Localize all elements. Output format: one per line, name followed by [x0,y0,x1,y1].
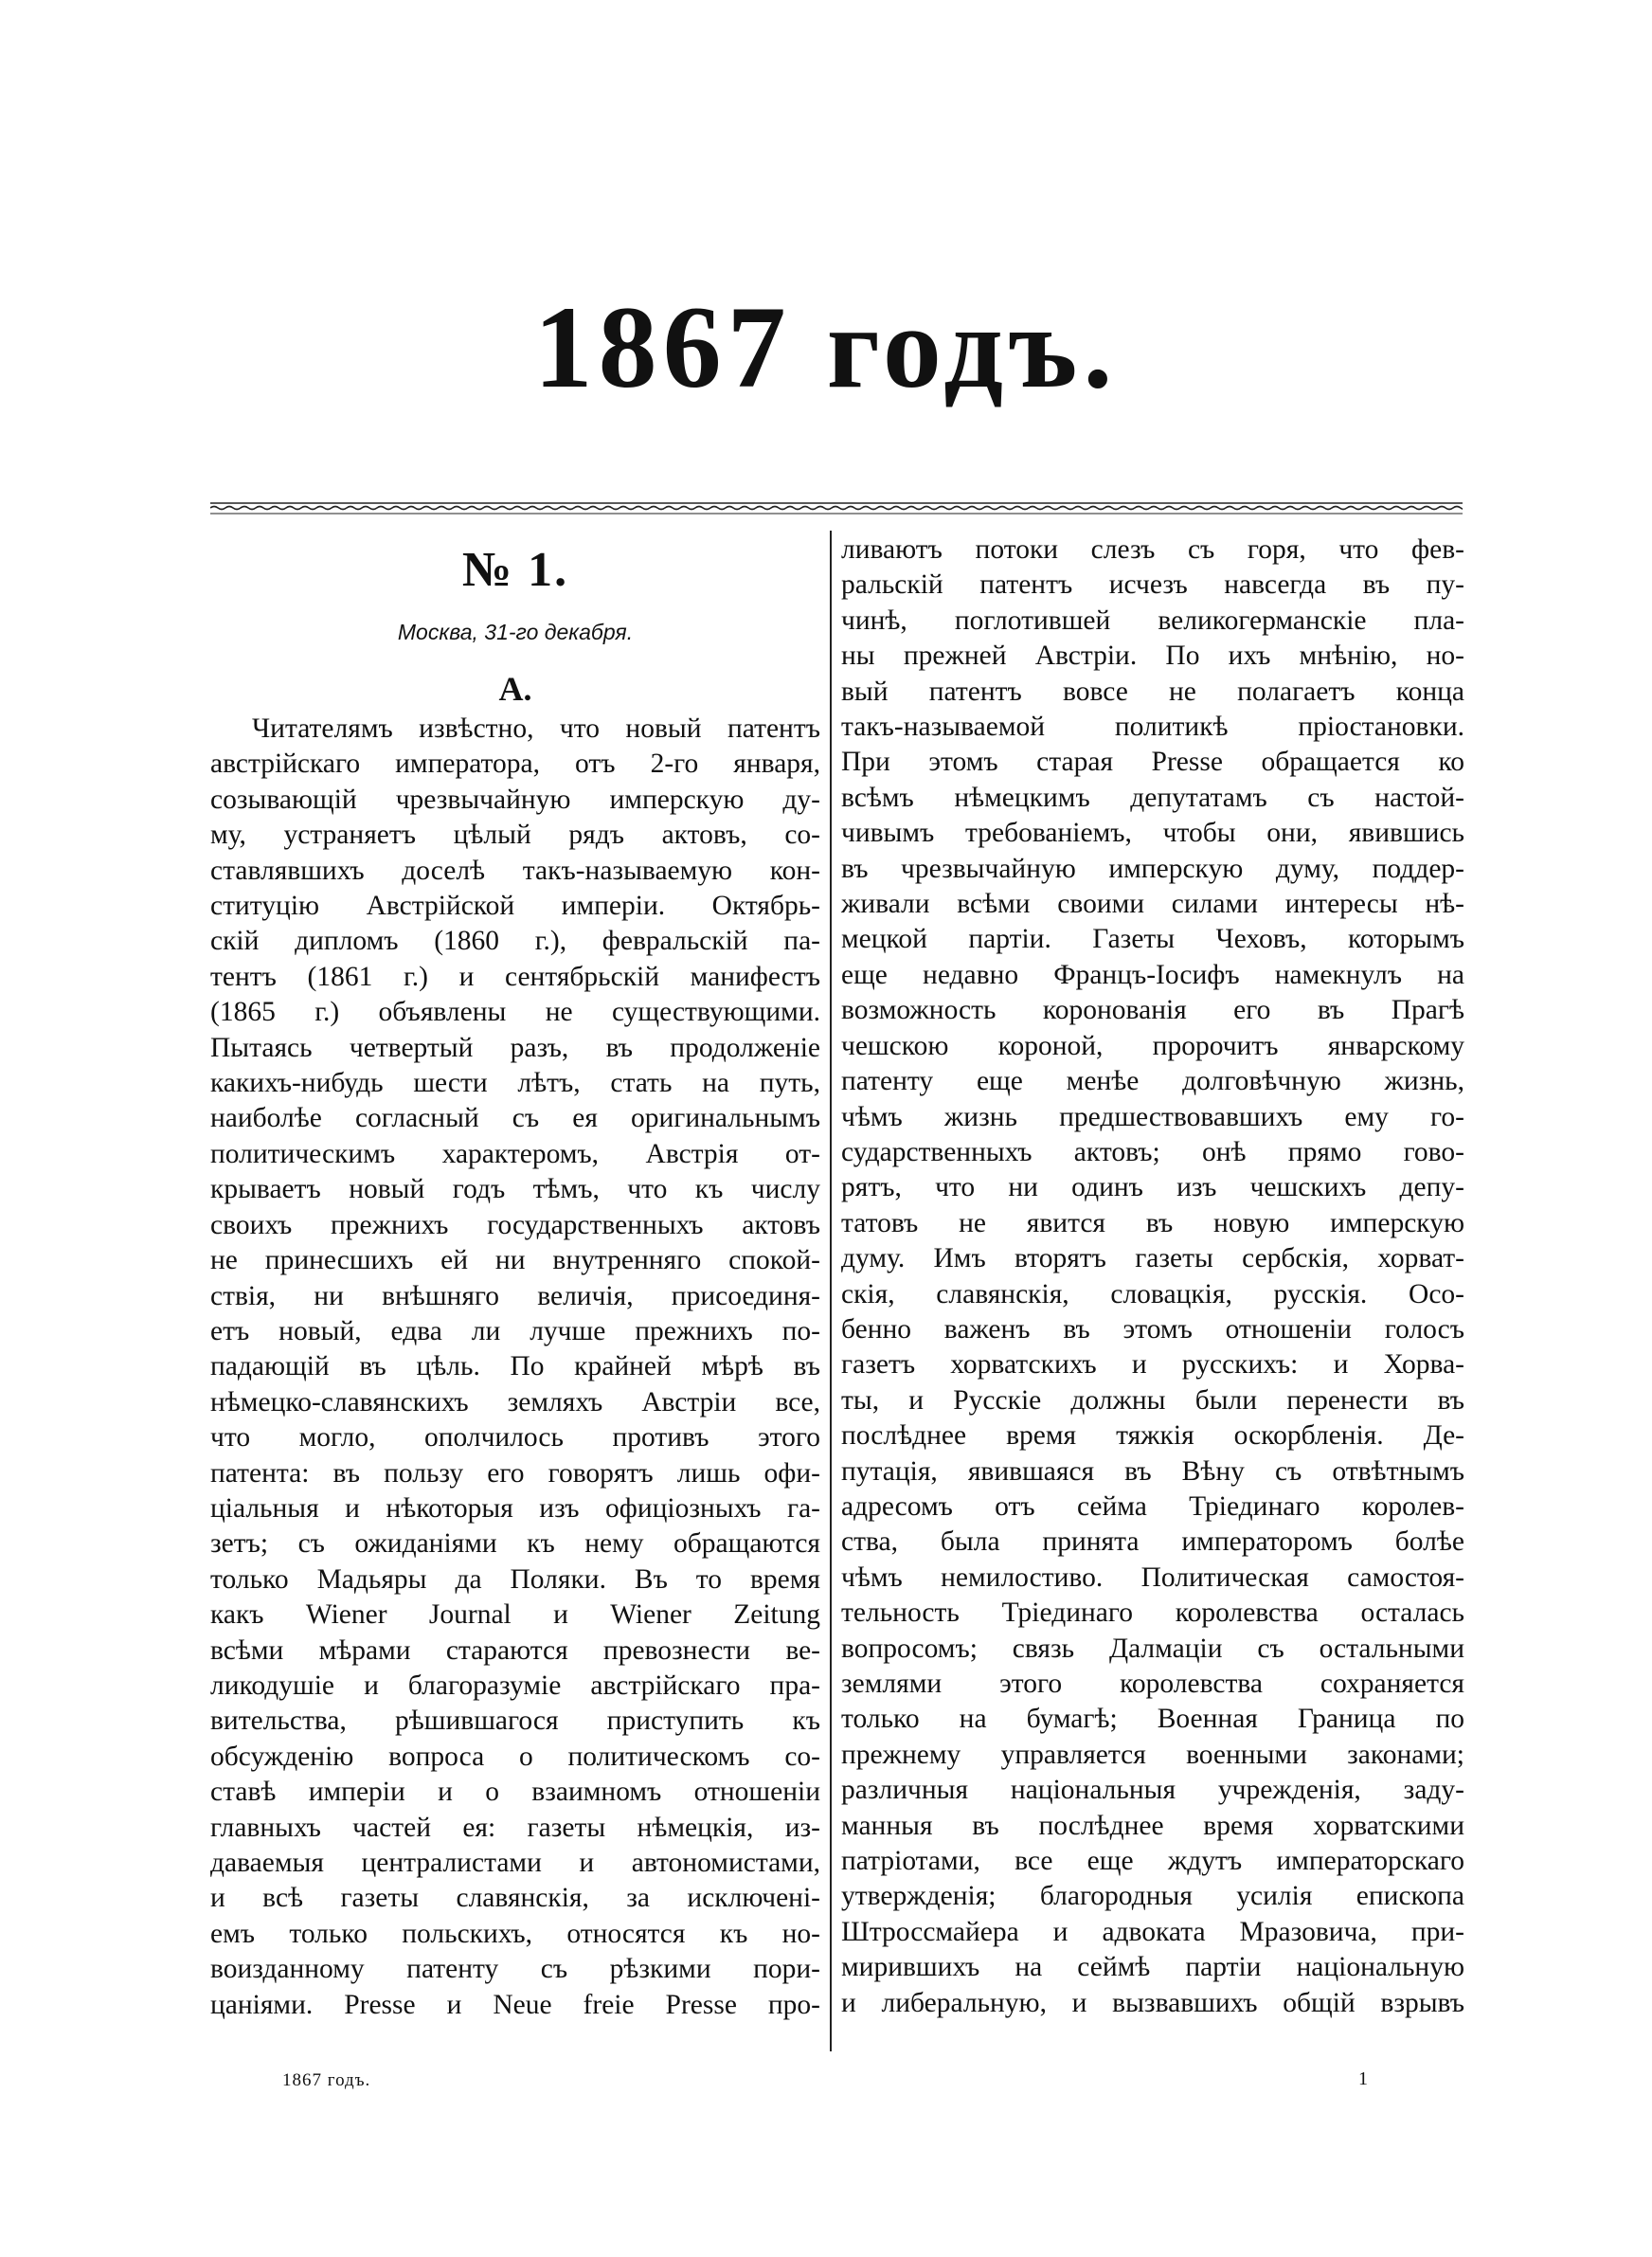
text-line: цаніями. Presse и Neue freie Presse про- [210,1989,820,2020]
text-line: етъ новый, едва ли лучше прежнихъ по- [210,1315,820,1346]
text-line: чѣмъ немилостиво. Политическая самостоя- [841,1562,1464,1593]
text-line: манныя въ послѣднее время хорватскими [841,1810,1464,1841]
text-line: чивымъ требованіемъ, чтобы они, явившись [841,818,1464,849]
section-letter: A. [498,670,532,708]
text-line: обсужденію вопроса о политическомъ со- [210,1741,820,1772]
text-line: адресомъ отъ сейма Тріединаго королев- [841,1490,1464,1522]
page-number: 1 [1358,2068,1368,2089]
text-line: наиболѣе согласный съ ея оригинальнымъ [210,1103,820,1134]
text-line: тельность Тріединаго королевства осталась [841,1598,1464,1629]
text-line: и всѣ газеты славянскія, за исключені- [210,1883,820,1914]
dateline: Москва, 31-го декабря. [397,620,634,644]
text-line: своихъ прежнихъ государственныхъ актовъ [210,1209,820,1240]
text-line: тентъ (1861 г.) и сентябрьскій манифестъ [210,961,820,992]
text-line: что могло, ополчилось противъ этого [210,1422,820,1454]
text-line: татовъ не явится въ новую имперскую [841,1207,1464,1238]
text-line: ликодушіе и благоразуміе австрійскаго пра- [210,1670,820,1701]
text-line: всѣмъ нѣмецкимъ депутатамъ съ настой- [841,782,1464,813]
text-line: въ чрезвычайную имперскую думу, поддер- [841,853,1464,884]
text-line: му, устраняетъ цѣлый рядъ актовъ, со- [210,820,820,851]
text-line: чешскою короной, пророчитъ январскому [841,1030,1464,1061]
text-line: сударственныхъ актовъ; онѣ прямо гово- [841,1136,1464,1167]
text-line: Штроссмайера и адвоката Мразовича, при- [841,1916,1464,1947]
text-line: патента: въ пользу его говорятъ лишь офи- [210,1457,820,1489]
column-divider [830,531,832,2051]
text-line: газетъ хорватскихъ и русскихъ: и Хорва- [841,1349,1464,1381]
text-line: (1865 г.) объявлены не существующими. [210,997,820,1028]
text-line: падающій въ цѣль. По крайней мѣрѣ въ [210,1351,820,1382]
text-line: путація, явившаяся въ Вѣну съ отвѣтнымъ [841,1455,1464,1487]
text-line: ства, была принята императоромъ болѣе [841,1526,1464,1558]
text-line: рятъ, что ни одинъ изъ чешскихъ депу- [841,1172,1464,1203]
text-line: главныхъ частей ея: газеты нѣмецкія, из- [210,1812,820,1843]
right-column-text [841,533,1464,2021]
text-line: ральскій патентъ исчезъ навсегда въ пу- [841,569,1464,601]
text-line: австрійскаго императора, отъ 2-го января, [210,749,820,780]
text-line: живали всѣми своими силами интересы нѣ- [841,889,1464,920]
text-line: вый патентъ вовсе не полагаетъ конца [841,676,1464,707]
text-line: думу. Имъ вторятъ газеты сербскія, хорват- [841,1243,1464,1274]
text-line: ставѣ имперіи и о взаимномъ отношеніи [210,1777,820,1808]
text-line: землями этого королевства сохраняется [841,1669,1464,1699]
text-line: ціальныя и нѣкоторыя изъ офиціозныхъ га- [210,1492,820,1524]
text-line: только Мадьяры да Поляки. Въ то время [210,1563,820,1595]
text-line: еще недавно Францъ-Іосифъ намекнулъ на [841,959,1464,990]
text-line: вопросомъ; связь Далмаціи съ остальными [841,1633,1464,1664]
text-line: ставлявшихъ доселѣ такъ-называемую кон- [210,855,820,886]
text-line: бенно важенъ въ этомъ отношеніи голосъ [841,1313,1464,1345]
text-line: мирившихъ на сеймѣ партіи національную [841,1952,1464,1983]
text-line: не принесшихъ ей ни внутренняго спокой- [210,1245,820,1276]
text-line: зетъ; съ ожиданіями къ нему обращаются [210,1528,820,1560]
text-line: патенту еще менѣе долговѣчную жизнь, [841,1066,1464,1097]
text-line: только на бумагѣ; Военная Граница по [841,1704,1464,1735]
text-line: возможность коронованія его въ Прагѣ [841,995,1464,1026]
text-line: политическимъ характеромъ, Австрія от- [210,1138,820,1169]
text-line: воизданному патенту съ рѣзкими пори- [210,1954,820,1985]
right-column [841,533,1464,2021]
text-line: скій дипломъ (1860 г.), февральскій па- [210,926,820,957]
text-line: какъ Wiener Journal и Wiener Zeitung [210,1599,820,1631]
text-line: такъ-называемой политикѣ пріостановки. [841,712,1464,743]
text-line: чинѣ, поглотившей великогерманскіе пла- [841,605,1464,636]
text-line: мецкой партіи. Газеты Чеховъ, которымъ [841,924,1464,955]
text-line: емъ только польскихъ, относятся къ но- [210,1918,820,1949]
text-line: утвержденія; благородныя усилія епископа [841,1881,1464,1912]
left-column-text [210,712,820,2023]
text-line: всѣми мѣрами стараются превознести ве- [210,1634,820,1666]
text-line: ты, и Русскіе должны были перенести въ [841,1384,1464,1416]
text-line: ны прежней Австріи. По ихъ мнѣнію, но- [841,641,1464,672]
text-line: прежнему управляется военными законами; [841,1739,1464,1770]
text-line: вительства, рѣшившагося приступить къ [210,1706,820,1737]
text-line: При этомъ старая Presse обращается ко [841,747,1464,778]
issue-number: № 1. [461,543,569,597]
text-line: даваемыя централистами и автономистами, [210,1848,820,1878]
text-line: ституцію Австрійской имперіи. Октябрь- [210,891,820,922]
text-line: Читателямъ извѣстно, что новый патентъ [252,713,820,744]
text-line: крываетъ новый годъ тѣмъ, что къ числу [210,1174,820,1205]
wavy-rule-divider [210,500,1463,515]
text-line: различныя національныя учрежденія, заду- [841,1775,1464,1806]
text-line: созывающій чрезвычайную имперскую ду- [210,784,820,815]
text-line: и либеральную, и вызвавшихъ общій взрывъ [841,1987,1464,2018]
text-line: послѣднее время тяжкія оскорбленія. Де- [841,1420,1464,1452]
text-line: скія, славянскія, словацкія, русскія. Осо- [841,1278,1464,1309]
text-line: какихъ-нибудь шести лѣтъ, стать на путь, [210,1068,820,1099]
text-line: ствія, ни внѣшняго величія, присоединя- [210,1280,820,1311]
text-line: Пытаясь четвертый разъ, въ продолженіе [210,1032,820,1063]
page-title: 1867 годъ. [533,282,1119,412]
text-line: чѣмъ жизнь предшествовавшихъ ему го- [841,1101,1464,1132]
left-column [210,538,820,2023]
text-line: нѣмецко-славянскихъ земляхъ Австріи все, [210,1386,820,1417]
text-line: патріотами, все еще ждутъ императорскаго [841,1846,1464,1877]
footer-signature: 1867 годъ. [282,2070,371,2090]
text-line: ливаютъ потоки слезъ съ горя, что фев- [841,534,1464,565]
